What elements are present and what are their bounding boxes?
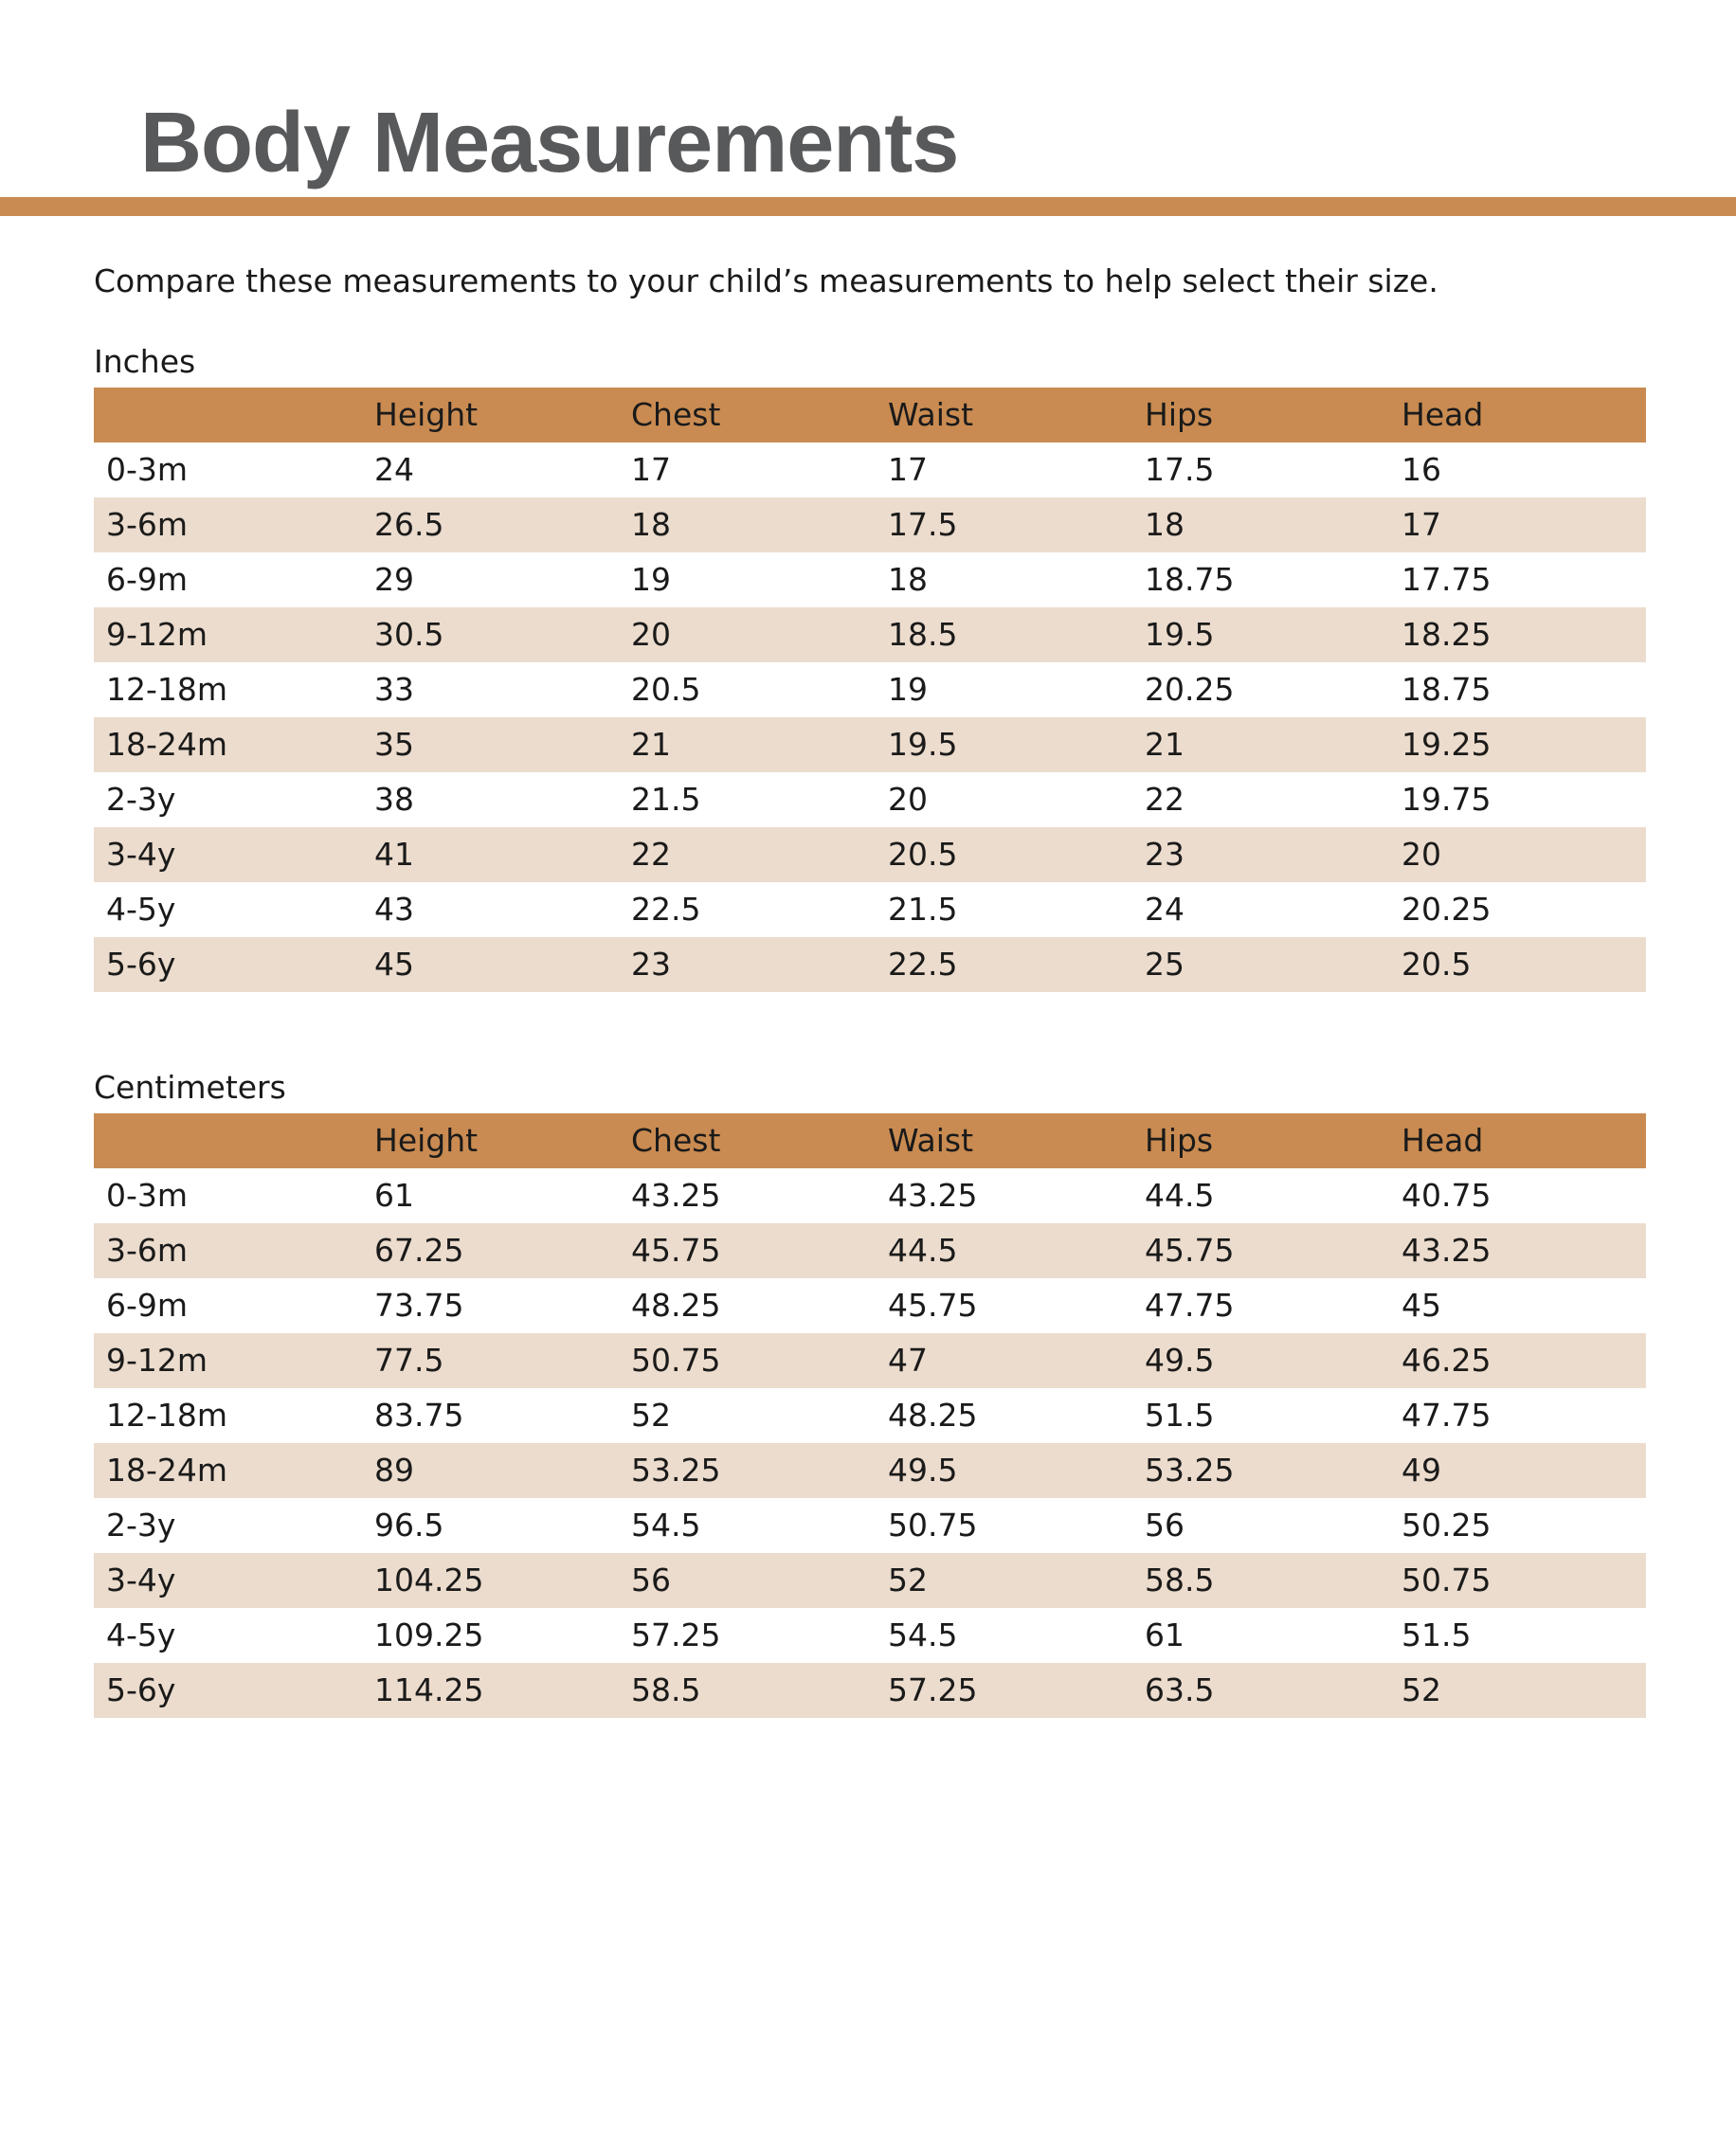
measurement-cell: 44.5 xyxy=(876,1223,1132,1278)
measurement-cell: 22 xyxy=(619,827,876,882)
measurement-cell: 58.5 xyxy=(619,1663,876,1718)
page-title: Body Measurements xyxy=(140,96,959,190)
table-row xyxy=(94,1663,1646,1718)
measurement-cell: 16 xyxy=(1401,451,1441,488)
measurement-cell: 21 xyxy=(1132,717,1389,772)
measurement-cell: 17.5 xyxy=(876,497,1132,552)
measurement-cell: 17.5 xyxy=(1145,451,1215,488)
size-cell: 6-9m xyxy=(106,561,189,598)
header-cell-waist: Waist xyxy=(876,388,1132,442)
measurement-cell: 21 xyxy=(619,717,876,772)
size-cell: 3-4y xyxy=(94,827,362,882)
measurement-cell: 49 xyxy=(1389,1443,1646,1498)
measurement-cell: 20 xyxy=(888,781,928,818)
inches-section xyxy=(94,338,1637,992)
centimeters-label: Centimeters xyxy=(94,1069,286,1106)
measurement-cell: 20.5 xyxy=(631,671,701,708)
size-cell: 6-9m xyxy=(106,1287,189,1324)
measurement-cell: 26.5 xyxy=(362,497,619,552)
measurement-cell: 43.25 xyxy=(888,1177,978,1214)
size-cell: 2-3y xyxy=(106,1507,176,1544)
table-row xyxy=(94,1498,1646,1553)
measurement-cell: 77.5 xyxy=(362,1333,619,1388)
table-row xyxy=(94,607,1646,662)
measurement-cell: 18 xyxy=(1132,497,1389,552)
measurement-cell: 83.75 xyxy=(374,1397,464,1434)
measurement-cell: 51.5 xyxy=(1145,1397,1215,1434)
measurement-cell: 54.5 xyxy=(888,1616,958,1653)
measurement-cell: 48.25 xyxy=(631,1287,721,1324)
measurement-cell: 52 xyxy=(1389,1663,1646,1718)
measurement-cell: 18 xyxy=(888,561,928,598)
size-cell: 18-24m xyxy=(94,717,362,772)
table-row xyxy=(94,1388,1646,1443)
table-row xyxy=(94,1443,1646,1498)
measurement-cell: 96.5 xyxy=(374,1507,444,1544)
table-row xyxy=(94,772,1646,827)
measurement-cell: 89 xyxy=(362,1443,619,1498)
size-cell: 4-5y xyxy=(106,891,176,928)
measurement-cell: 109.25 xyxy=(374,1616,484,1653)
measurement-cell: 20.5 xyxy=(1389,937,1646,992)
measurement-cell: 104.25 xyxy=(362,1553,619,1608)
measurement-cell: 114.25 xyxy=(362,1663,619,1718)
header-cell-chest: Chest xyxy=(619,1113,876,1168)
measurement-cell: 44.5 xyxy=(1145,1177,1215,1214)
measurement-cell: 22.5 xyxy=(631,891,701,928)
measurement-cell: 45 xyxy=(362,937,619,992)
measurement-cell: 24 xyxy=(1145,891,1184,928)
measurement-cell: 45.75 xyxy=(619,1223,876,1278)
header-cell-size xyxy=(94,1113,362,1168)
table-row xyxy=(94,1333,1646,1388)
measurement-cell: 57.25 xyxy=(631,1616,721,1653)
size-cell: 5-6y xyxy=(94,1663,362,1718)
measurement-cell: 58.5 xyxy=(1132,1553,1389,1608)
measurement-cell: 20 xyxy=(1389,827,1646,882)
measurement-cell: 19.25 xyxy=(1389,717,1646,772)
size-cell: 9-12m xyxy=(94,607,362,662)
table-row xyxy=(94,1553,1646,1608)
size-cell: 5-6y xyxy=(94,937,362,992)
measurement-cell: 38 xyxy=(374,781,414,818)
inches-label: Inches xyxy=(94,343,196,380)
table-row xyxy=(94,937,1646,992)
header-cell-chest: Chest xyxy=(619,388,876,442)
size-cell: 12-18m xyxy=(106,671,228,708)
inches-table xyxy=(94,388,1646,992)
measurement-cell: 43.25 xyxy=(631,1177,721,1214)
size-cell: 3-4y xyxy=(94,1553,362,1608)
table-row xyxy=(94,662,1646,717)
measurement-cell: 50.25 xyxy=(1401,1507,1492,1544)
measurement-cell: 17.75 xyxy=(1401,561,1492,598)
table-row xyxy=(94,827,1646,882)
measurement-cell: 21.5 xyxy=(888,891,958,928)
measurement-cell: 53.25 xyxy=(1132,1443,1389,1498)
size-cell: 12-18m xyxy=(106,1397,228,1434)
size-cell: 18-24m xyxy=(94,1443,362,1498)
measurement-cell: 56 xyxy=(1145,1507,1184,1544)
measurement-cell: 45 xyxy=(1401,1287,1441,1324)
header-cell-head: Head xyxy=(1389,388,1646,442)
measurement-cell: 19.75 xyxy=(1401,781,1492,818)
measurement-cell: 53.25 xyxy=(619,1443,876,1498)
header-cell-waist: Waist xyxy=(876,1113,1132,1168)
measurement-cell: 29 xyxy=(374,561,414,598)
measurement-cell: 19 xyxy=(631,561,671,598)
table-row xyxy=(94,882,1646,937)
table-row xyxy=(94,1223,1646,1278)
measurement-cell: 20 xyxy=(619,607,876,662)
header-cell-head: Head xyxy=(1389,1113,1646,1168)
measurement-cell: 48.25 xyxy=(888,1397,978,1434)
measurement-cell: 43 xyxy=(374,891,414,928)
table-row xyxy=(94,1168,1646,1223)
measurement-cell: 21.5 xyxy=(631,781,701,818)
header-cell-height: Height xyxy=(362,1113,619,1168)
measurement-cell: 22 xyxy=(1145,781,1184,818)
size-cell: 0-3m xyxy=(106,451,189,488)
measurement-cell: 73.75 xyxy=(374,1287,464,1324)
measurement-cell: 25 xyxy=(1132,937,1389,992)
measurement-cell: 47.75 xyxy=(1145,1287,1235,1324)
measurement-cell: 43.25 xyxy=(1389,1223,1646,1278)
measurement-cell: 52 xyxy=(876,1553,1132,1608)
measurement-cell: 19.5 xyxy=(1132,607,1389,662)
header-cell-height: Height xyxy=(362,388,619,442)
measurement-cell: 50.75 xyxy=(1389,1553,1646,1608)
measurement-cell: 61 xyxy=(1145,1616,1184,1653)
measurement-cell: 19 xyxy=(888,671,928,708)
measurement-cell: 49.5 xyxy=(1132,1333,1389,1388)
measurement-cell: 57.25 xyxy=(876,1663,1132,1718)
measurement-cell: 23 xyxy=(619,937,876,992)
measurement-cell: 40.75 xyxy=(1401,1177,1492,1214)
table-row xyxy=(94,552,1646,607)
table-row xyxy=(94,1278,1646,1333)
measurement-cell: 35 xyxy=(362,717,619,772)
measurement-cell: 22.5 xyxy=(876,937,1132,992)
measurement-cell: 18.5 xyxy=(876,607,1132,662)
measurement-cell: 17 xyxy=(1389,497,1646,552)
measurement-cell: 41 xyxy=(362,827,619,882)
size-cell: 3-6m xyxy=(94,1223,362,1278)
measurement-cell: 45.75 xyxy=(888,1287,978,1324)
header-cell-size xyxy=(94,388,362,442)
measurement-cell: 61 xyxy=(374,1177,414,1214)
measurement-cell: 56 xyxy=(619,1553,876,1608)
measurement-cell: 54.5 xyxy=(631,1507,701,1544)
header-row xyxy=(94,388,1646,442)
measurement-cell: 50.75 xyxy=(619,1333,876,1388)
measurement-cell: 17 xyxy=(888,451,928,488)
measurement-cell: 47.75 xyxy=(1401,1397,1492,1434)
header-row xyxy=(94,1113,1646,1168)
measurement-cell: 67.25 xyxy=(362,1223,619,1278)
measurement-cell: 45.75 xyxy=(1132,1223,1389,1278)
measurement-cell: 33 xyxy=(374,671,414,708)
measurement-cell: 18.75 xyxy=(1401,671,1492,708)
size-cell: 3-6m xyxy=(94,497,362,552)
size-cell: 2-3y xyxy=(106,781,176,818)
table-row xyxy=(94,442,1646,497)
measurement-cell: 52 xyxy=(631,1397,671,1434)
size-cell: 0-3m xyxy=(106,1177,189,1214)
measurement-cell: 49.5 xyxy=(876,1443,1132,1498)
table-row xyxy=(94,717,1646,772)
header-cell-hips: Hips xyxy=(1132,1113,1389,1168)
measurement-cell: 18.25 xyxy=(1389,607,1646,662)
measurement-cell: 19.5 xyxy=(876,717,1132,772)
measurement-cell: 20.25 xyxy=(1145,671,1235,708)
table-row xyxy=(94,497,1646,552)
measurement-cell: 20.5 xyxy=(876,827,1132,882)
title-divider xyxy=(0,197,1736,216)
table-row xyxy=(94,1608,1646,1663)
measurement-cell: 47 xyxy=(876,1333,1132,1388)
centimeters-section xyxy=(94,1064,1637,1718)
measurement-cell: 24 xyxy=(374,451,414,488)
size-cell: 9-12m xyxy=(94,1333,362,1388)
measurement-cell: 30.5 xyxy=(362,607,619,662)
measurement-cell: 63.5 xyxy=(1132,1663,1389,1718)
measurement-cell: 50.75 xyxy=(888,1507,978,1544)
size-cell: 4-5y xyxy=(106,1616,176,1653)
measurement-cell: 18 xyxy=(619,497,876,552)
intro-text: Compare these measurements to your child’s measurements to help select their size. xyxy=(94,262,1438,299)
measurement-cell: 18.75 xyxy=(1145,561,1235,598)
measurement-cell: 17 xyxy=(631,451,671,488)
header-cell-hips: Hips xyxy=(1132,388,1389,442)
measurement-cell: 20.25 xyxy=(1401,891,1492,928)
centimeters-table xyxy=(94,1113,1646,1718)
measurement-cell: 51.5 xyxy=(1401,1616,1472,1653)
measurement-cell: 23 xyxy=(1132,827,1389,882)
measurement-cell: 46.25 xyxy=(1389,1333,1646,1388)
